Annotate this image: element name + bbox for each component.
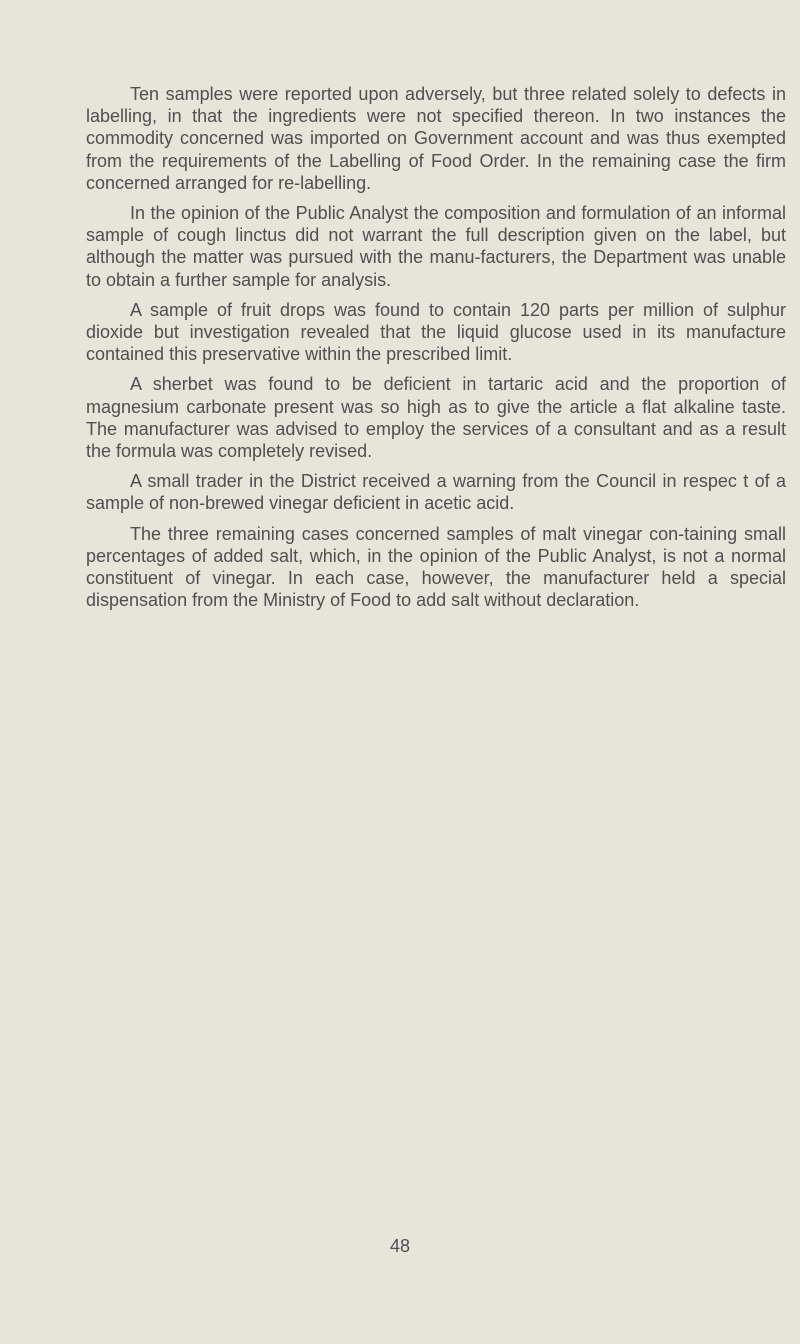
body-text xyxy=(86,83,786,619)
paragraph-fruit-drops: A sample of fruit drops was found to contain 120 parts per million of sulphur dioxide but investigation revealed that the liquid glucose used in its manufacture contained this preservative within the prescribed limit. xyxy=(86,299,786,365)
paragraph-small-trader: A small trader in the District received a warning from the Council in respec t of a sample of non-brewed vinegar deficient in acetic acid. xyxy=(86,471,786,514)
paragraph-labelling: Ten samples were reported upon adversely, but three related solely to defects in labelling, in that the ingredients were not specified thereon. In two instances the commodity concerned was imported on Government account and was thus exempted from the requirements of the Labelling of Food Order. In the remaining case the firm concerned arranged for re-labelling. xyxy=(86,84,786,193)
paragraph-malt-vinegar: The three remaining cases concerned samples of malt vinegar con-taining small percentages of added salt, which, in the opinion of the Public Analyst, is not a normal constituent of vinegar. In each case, however, the manufacturer held a special dispensation from the Ministry of Food to add salt without declaration. xyxy=(86,523,786,611)
paragraph-cough-linctus: In the opinion of the Public Analyst the composition and formulation of an informal sample of cough linctus did not warrant the full description given on the label, but although the matter was pursued with the manu-facturers, the Department was unable to obtain a further sample for analysis. xyxy=(86,203,786,290)
paragraph-sherbet: A sherbet was found to be deficient in tartaric acid and the proportion of magnesium carbonate present was so high as to give the article a flat alkaline taste. The manufacturer was advised to employ the services of a consultant and as a result the formula was completely revised. xyxy=(86,374,786,462)
page-number: 48 xyxy=(389,1236,411,1256)
